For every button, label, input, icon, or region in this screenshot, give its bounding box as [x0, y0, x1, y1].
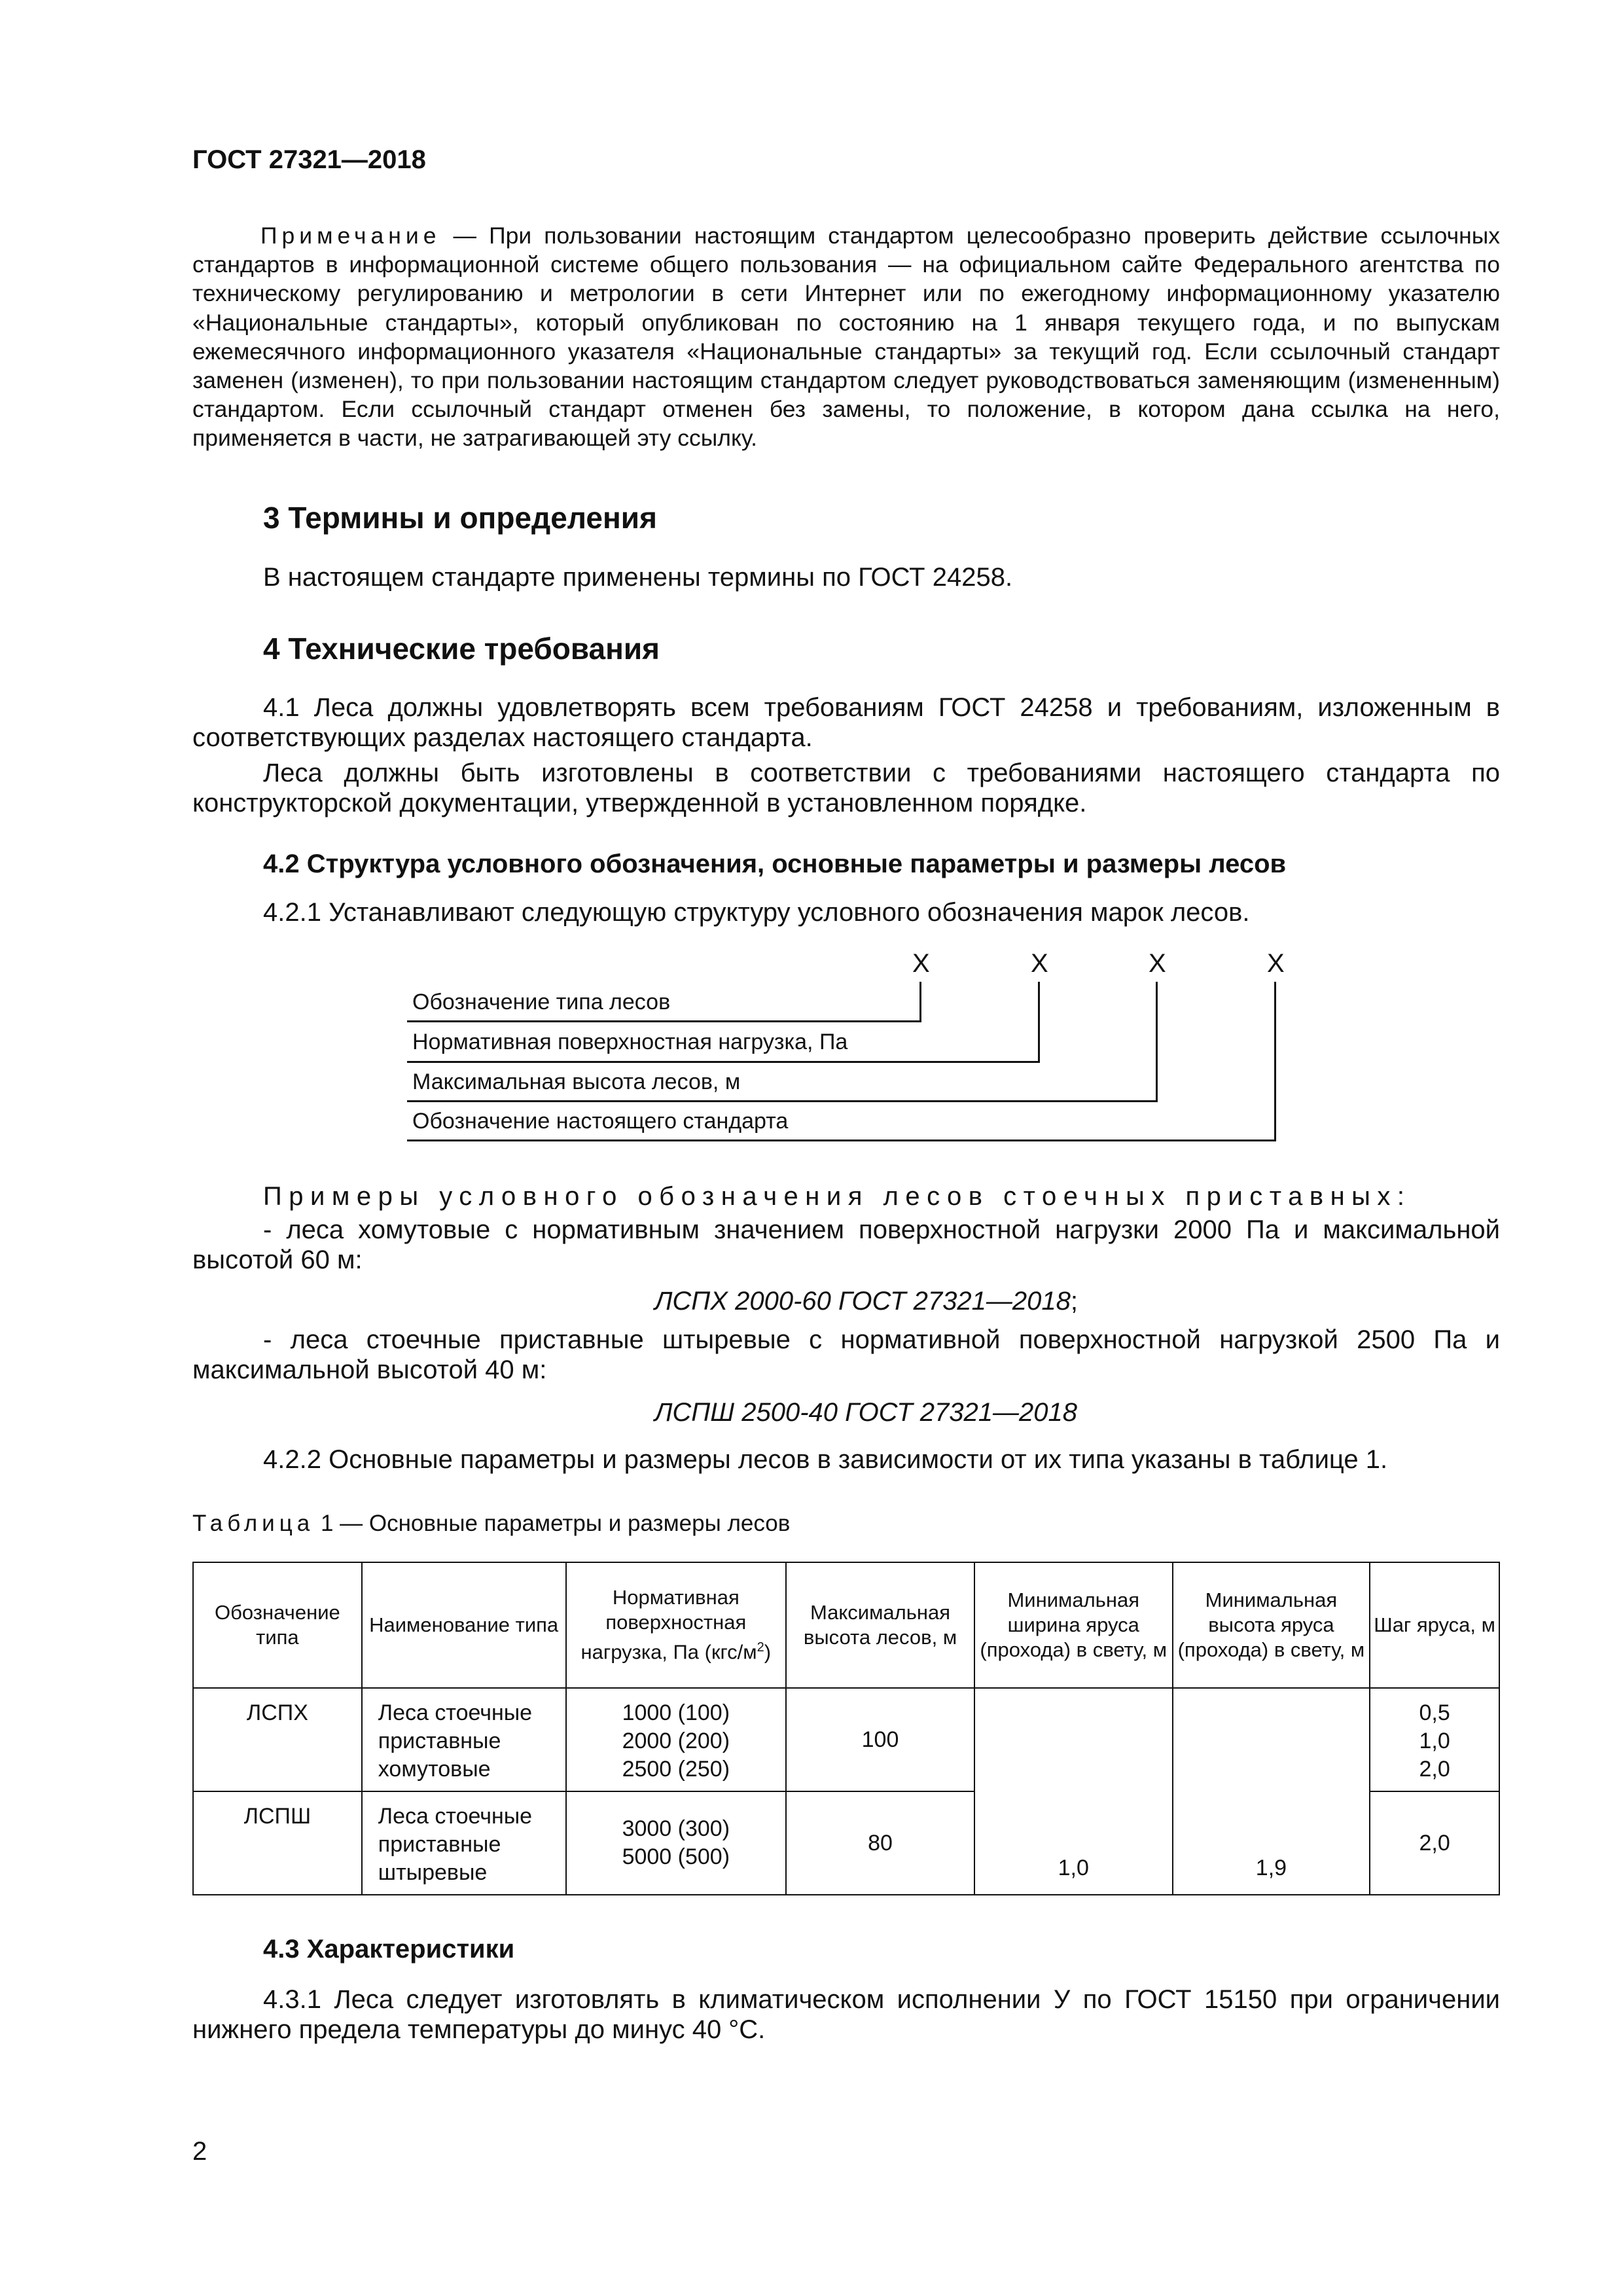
row-2-load-2: 5000 (500)	[622, 1844, 730, 1869]
row-1-height: 100	[786, 1688, 974, 1791]
example-1-suffix: ;	[1070, 1287, 1078, 1316]
scheme-label-standard: Обозначение настоящего стандарта	[412, 1109, 789, 1134]
subsection-4-3-title: 4.3 Характеристики	[263, 1935, 515, 1964]
note-text: — При пользовании настоящим стандартом целесообразно проверить действие ссылочных стандартов в информационной системе общего пользования — на официальном сайте Федерального агентства по техническому регулированию и метрологии в сети Интернет или по ежегодному информационному указателю «Национальные стандарты», который опубликован по состоянию на 1 января текущего года, и по выпускам ежемесячного информационного указателя «Национальные стандарты» за текущий год. Если ссылочный стандарт заменен (изменен), то при пользовании настоящим стандартом следует руководствоваться заменяющим (измененным) стандартом. Если ссылочный стандарт отменен без замены, то положение, в котором дана ссылка на него, применяется в части, не затрагивающей эту ссылку.	[192, 223, 1500, 452]
row-1-step-3: 2,0	[1419, 1757, 1450, 1782]
scheme-line-1	[407, 1020, 921, 1022]
example-1-text: - леса хомутовые с нормативным значением поверхностной нагрузки 2000 Па и максимальной высотой 60 м:	[192, 1215, 1500, 1274]
shared-tier-height: 1,9	[1173, 1688, 1370, 1895]
note-paragraph	[192, 221, 1500, 453]
table-1	[192, 1562, 1500, 1895]
header-height: Максимальная высота лесов, м	[786, 1562, 974, 1688]
header-load-sup: 2	[757, 1640, 764, 1655]
scheme-connector-4	[1274, 982, 1276, 1141]
scheme-connector-2	[1038, 982, 1040, 1063]
header-step: Шаг яруса, м	[1370, 1562, 1499, 1688]
scheme-label-type: Обозначение типа лесов	[412, 990, 671, 1014]
paragraph-4-2-2: 4.2.2 Основные параметры и размеры лесов в зависимости от их типа указаны в таблице 1.	[263, 1445, 1388, 1474]
row-1-type: ЛСПХ	[193, 1688, 362, 1791]
example-2-text: - леса стоечные приставные штыревые с нормативной поверхностной нагрузкой 2500 Па и максимальной высотой 40 м:	[192, 1325, 1500, 1384]
paragraph-4-1: 4.1 Леса должны удовлетворять всем требованиям ГОСТ 24258 и требованиям, изложенным в соответствующих разделах настоящего стандарта.	[192, 693, 1500, 752]
example-2-code: ЛСПШ 2500-40 ГОСТ 27321—2018	[654, 1398, 1077, 1427]
examples-title: Примеры условного обозначения лесов стоечных приставных:	[263, 1182, 1412, 1211]
table-row	[193, 1688, 1499, 1791]
paragraph-4-1-b: Леса должны быть изготовлены в соответствии с требованиями настоящего стандарта по конструкторской документации, утвержденной в установленном порядке.	[192, 759, 1500, 817]
table-header-row	[193, 1562, 1499, 1688]
row-1-steps	[1370, 1688, 1499, 1791]
table-caption-text: 1 — Основные параметры и размеры лесов	[314, 1511, 791, 1536]
row-1-load-1: 1000 (100)	[622, 1700, 730, 1725]
subsection-4-2-title: 4.2 Структура условного обозначения, основные параметры и размеры лесов	[263, 850, 1287, 878]
scheme-mark-1: Х	[912, 949, 930, 978]
table-caption-label: Таблица	[192, 1511, 315, 1536]
row-2-type: ЛСПШ	[193, 1791, 362, 1895]
row-2-step-1: 2,0	[1419, 1830, 1450, 1856]
note-label: Примечание	[260, 223, 441, 249]
page-number: 2	[192, 2137, 207, 2166]
row-2-steps	[1370, 1791, 1499, 1895]
header-name: Наименование типа	[362, 1562, 566, 1688]
scheme-mark-4: Х	[1267, 949, 1285, 978]
row-1-load-2: 2000 (200)	[622, 1729, 730, 1753]
header-load-text: Нормативная поверхностная нагрузка, Па (кгс/м	[580, 1586, 757, 1664]
example-1-code	[654, 1287, 1078, 1316]
section-3-text: В настоящем стандарте применены термины по ГОСТ 24258.	[263, 563, 1013, 592]
row-1-step-1: 0,5	[1419, 1700, 1450, 1725]
section-4-title: 4 Технические требования	[263, 632, 660, 666]
scheme-mark-3: Х	[1149, 949, 1166, 978]
row-2-height: 80	[786, 1791, 974, 1895]
table-1-caption	[192, 1511, 790, 1537]
scheme-label-height: Максимальная высота лесов, м	[412, 1069, 741, 1094]
row-2-name: Леса стоечные приставные штыревые	[362, 1791, 566, 1895]
section-3-title: 3 Термины и определения	[263, 501, 657, 535]
scheme-connector-3	[1156, 982, 1158, 1102]
row-1-name: Леса стоечные приставные хомутовые	[362, 1688, 566, 1791]
row-1-load-3: 2500 (250)	[622, 1757, 730, 1782]
header-load	[566, 1562, 787, 1688]
document-header: ГОСТ 27321—2018	[192, 145, 426, 174]
row-1-step-2: 1,0	[1419, 1729, 1450, 1753]
paragraph-4-2-1: 4.2.1 Устанавливают следующую структуру условного обозначения марок лесов.	[263, 898, 1250, 927]
header-type: Обозначение типа	[193, 1562, 362, 1688]
scheme-connector-1	[919, 982, 921, 1022]
header-load-tail: )	[764, 1640, 772, 1664]
header-tier-height: Минимальная высота яруса (прохода) в свету, м	[1173, 1562, 1370, 1688]
scheme-label-load: Нормативная поверхностная нагрузка, Па	[412, 1030, 848, 1054]
shared-width: 1,0	[974, 1688, 1173, 1895]
row-2-loads	[566, 1791, 787, 1895]
scheme-line-3	[407, 1100, 1158, 1102]
header-width: Минимальная ширина яруса (прохода) в свету, м	[974, 1562, 1173, 1688]
row-2-load-1: 3000 (300)	[622, 1816, 730, 1841]
example-1-code-text: ЛСПХ 2000-60 ГОСТ 27321—2018	[654, 1287, 1071, 1316]
row-1-loads	[566, 1688, 787, 1791]
paragraph-4-3-1: 4.3.1 Леса следует изготовлять в климатическом исполнении У по ГОСТ 15150 при ограничении нижнего предела температуры до минус 40 °С.	[192, 1985, 1500, 2044]
scheme-line-2	[407, 1061, 1040, 1063]
scheme-line-4	[407, 1139, 1276, 1141]
scheme-mark-2: Х	[1031, 949, 1048, 978]
